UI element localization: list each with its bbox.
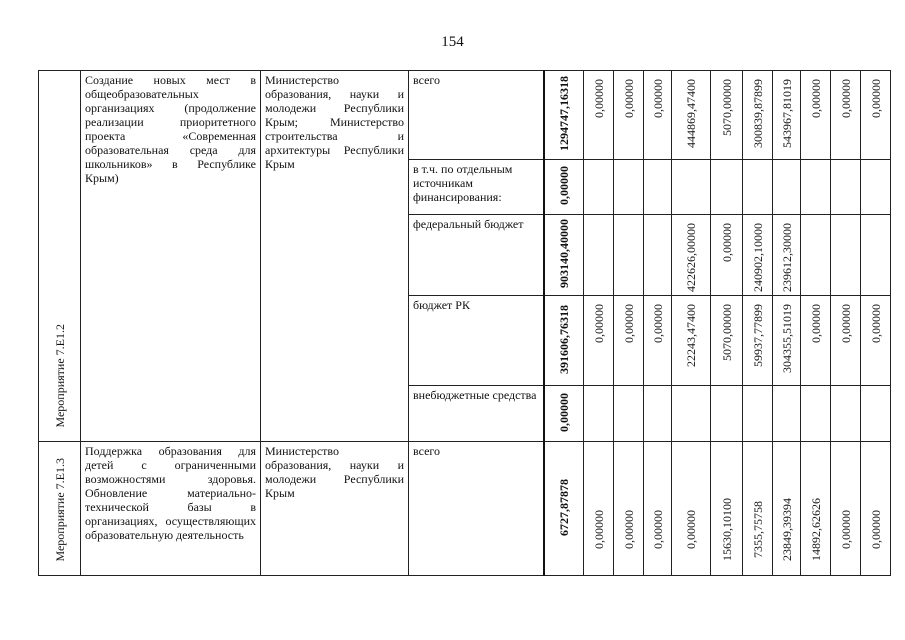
table-row bbox=[39, 442, 891, 576]
year-amount: 300839,87899 bbox=[750, 79, 765, 148]
funding-source: внебюджетные средства bbox=[409, 386, 544, 442]
year-amount-cell bbox=[672, 215, 711, 296]
year-amount: 14892,62626 bbox=[808, 497, 823, 561]
year-amount-cell bbox=[743, 215, 773, 296]
year-amount: 0,00000 bbox=[838, 79, 853, 118]
year-amount-cell bbox=[743, 442, 773, 576]
year-amount-cell bbox=[861, 71, 891, 160]
year-amount-cell bbox=[584, 71, 614, 160]
year-amount: 0,00000 bbox=[591, 304, 606, 343]
year-amount-cell bbox=[861, 160, 891, 215]
year-amount-cell bbox=[743, 71, 773, 160]
measure-executor: Министерство образования, науки и молодежи Республики Крым bbox=[261, 442, 409, 576]
year-amount-cell bbox=[644, 71, 672, 160]
year-amount-cell bbox=[861, 442, 891, 576]
year-amount-cell bbox=[672, 160, 711, 215]
year-amount-cell bbox=[614, 160, 644, 215]
total-amount-cell bbox=[544, 386, 584, 442]
page-number: 154 bbox=[441, 34, 464, 50]
measure-executor: Министерство образования, науки и молодежи Республики Крым; Министерство строительства и архитектуры Республики Крым bbox=[261, 71, 409, 442]
total-amount: 903140,40000 bbox=[556, 219, 571, 288]
year-amount: 0,00000 bbox=[650, 79, 665, 118]
year-amount-cell bbox=[711, 215, 743, 296]
year-amount-cell bbox=[861, 215, 891, 296]
year-amount-cell bbox=[831, 296, 861, 386]
year-amount-cell bbox=[711, 296, 743, 386]
year-amount-cell bbox=[801, 442, 831, 576]
year-amount-cell bbox=[711, 71, 743, 160]
year-amount-cell bbox=[584, 386, 614, 442]
year-amount: 0,00000 bbox=[808, 304, 823, 343]
table-body bbox=[39, 71, 891, 576]
year-amount: 0,00000 bbox=[868, 509, 883, 549]
year-amount: 0,00000 bbox=[868, 304, 883, 343]
measure-code-cell bbox=[39, 442, 81, 576]
year-amount-cell bbox=[711, 160, 743, 215]
year-amount-cell bbox=[672, 296, 711, 386]
year-amount-cell bbox=[584, 442, 614, 576]
table-row bbox=[39, 71, 891, 160]
year-amount: 0,00000 bbox=[650, 304, 665, 343]
year-amount-cell bbox=[801, 71, 831, 160]
year-amount: 5070,00000 bbox=[719, 304, 734, 361]
year-amount-cell bbox=[672, 442, 711, 576]
total-amount: 391606,76318 bbox=[556, 304, 571, 374]
year-amount-cell bbox=[711, 442, 743, 576]
measure-code: Мероприятие 7.Е1.2 bbox=[52, 324, 67, 428]
total-amount-cell bbox=[544, 215, 584, 296]
year-amount-cell bbox=[831, 442, 861, 576]
year-amount-cell bbox=[801, 296, 831, 386]
total-amount-cell bbox=[544, 160, 584, 215]
measure-code-cell bbox=[39, 71, 81, 442]
year-amount: 444869,47400 bbox=[684, 79, 698, 148]
year-amount-cell bbox=[672, 71, 711, 160]
year-amount: 0,00000 bbox=[838, 304, 853, 343]
year-amount-cell bbox=[644, 386, 672, 442]
year-amount-cell bbox=[614, 296, 644, 386]
year-amount: 0,00000 bbox=[684, 509, 698, 549]
total-amount: 0,00000 bbox=[556, 392, 571, 432]
year-amount-cell bbox=[773, 442, 801, 576]
funding-source: в т.ч. по отдельным источникам финансирования: bbox=[409, 160, 544, 215]
year-amount-cell bbox=[801, 160, 831, 215]
measure-description: Поддержка образования для детей с ограниченными возможностями здоровья. Обновление материально-технической базы в организациях, осуществляющих образовательную деятельность bbox=[81, 442, 261, 576]
year-amount: 0,00000 bbox=[591, 79, 606, 118]
year-amount: 239612,30000 bbox=[779, 223, 794, 292]
year-amount: 240902,10000 bbox=[750, 223, 765, 292]
year-amount: 543967,81019 bbox=[779, 79, 794, 148]
year-amount-cell bbox=[614, 71, 644, 160]
year-amount: 0,00000 bbox=[621, 304, 636, 343]
year-amount-cell bbox=[743, 160, 773, 215]
year-amount: 0,00000 bbox=[838, 509, 853, 549]
year-amount: 0,00000 bbox=[591, 509, 606, 549]
year-amount: 0,00000 bbox=[719, 223, 734, 262]
year-amount-cell bbox=[831, 160, 861, 215]
year-amount-cell bbox=[801, 215, 831, 296]
year-amount-cell bbox=[644, 296, 672, 386]
year-amount-cell bbox=[743, 386, 773, 442]
total-amount: 0,00000 bbox=[556, 166, 571, 205]
year-amount-cell bbox=[831, 71, 861, 160]
year-amount-cell bbox=[614, 215, 644, 296]
year-amount: 0,00000 bbox=[868, 79, 883, 118]
year-amount-cell bbox=[773, 296, 801, 386]
year-amount-cell bbox=[644, 160, 672, 215]
year-amount: 7355,75758 bbox=[750, 500, 765, 558]
funding-source: всего bbox=[409, 71, 544, 160]
year-amount-cell bbox=[584, 296, 614, 386]
year-amount: 0,00000 bbox=[621, 509, 636, 549]
year-amount-cell bbox=[644, 215, 672, 296]
year-amount: 422626,00000 bbox=[684, 223, 698, 292]
year-amount: 0,00000 bbox=[621, 79, 636, 118]
year-amount-cell bbox=[831, 215, 861, 296]
funding-source: федеральный бюджет bbox=[409, 215, 544, 296]
measure-code: Мероприятие 7.Е1.3 bbox=[52, 458, 67, 562]
year-amount-cell bbox=[743, 296, 773, 386]
year-amount-cell bbox=[584, 160, 614, 215]
year-amount-cell bbox=[773, 215, 801, 296]
total-amount-cell bbox=[544, 71, 584, 160]
year-amount-cell bbox=[861, 386, 891, 442]
funding-source: бюджет РК bbox=[409, 296, 544, 386]
year-amount: 0,00000 bbox=[808, 79, 823, 118]
year-amount-cell bbox=[584, 215, 614, 296]
year-amount: 15630,10100 bbox=[719, 497, 734, 561]
year-amount-cell bbox=[672, 386, 711, 442]
year-amount-cell bbox=[711, 386, 743, 442]
year-amount: 304355,51019 bbox=[779, 304, 794, 373]
year-amount: 5070,00000 bbox=[719, 79, 734, 136]
year-amount: 23849,39394 bbox=[779, 497, 794, 561]
measure-description: Создание новых мест в общеобразовательных организациях (продолжение реализации приоритетного проекта «Современная образовательная среда для школьников» в Республике Крым) bbox=[81, 71, 261, 442]
year-amount: 59937,77899 bbox=[750, 304, 765, 367]
year-amount: 0,00000 bbox=[650, 509, 665, 549]
year-amount-cell bbox=[831, 386, 861, 442]
year-amount-cell bbox=[861, 296, 891, 386]
year-amount: 22243,47400 bbox=[684, 304, 698, 367]
funding-source: всего bbox=[409, 442, 544, 576]
financing-table bbox=[38, 70, 891, 576]
year-amount-cell bbox=[773, 160, 801, 215]
total-amount-cell bbox=[544, 442, 584, 576]
total-amount-cell bbox=[544, 296, 584, 386]
year-amount-cell bbox=[614, 386, 644, 442]
year-amount-cell bbox=[773, 71, 801, 160]
year-amount-cell bbox=[614, 442, 644, 576]
total-amount: 6727,87878 bbox=[556, 478, 571, 536]
year-amount-cell bbox=[644, 442, 672, 576]
year-amount-cell bbox=[801, 386, 831, 442]
year-amount-cell bbox=[773, 386, 801, 442]
total-amount: 1294747,16318 bbox=[556, 76, 571, 151]
